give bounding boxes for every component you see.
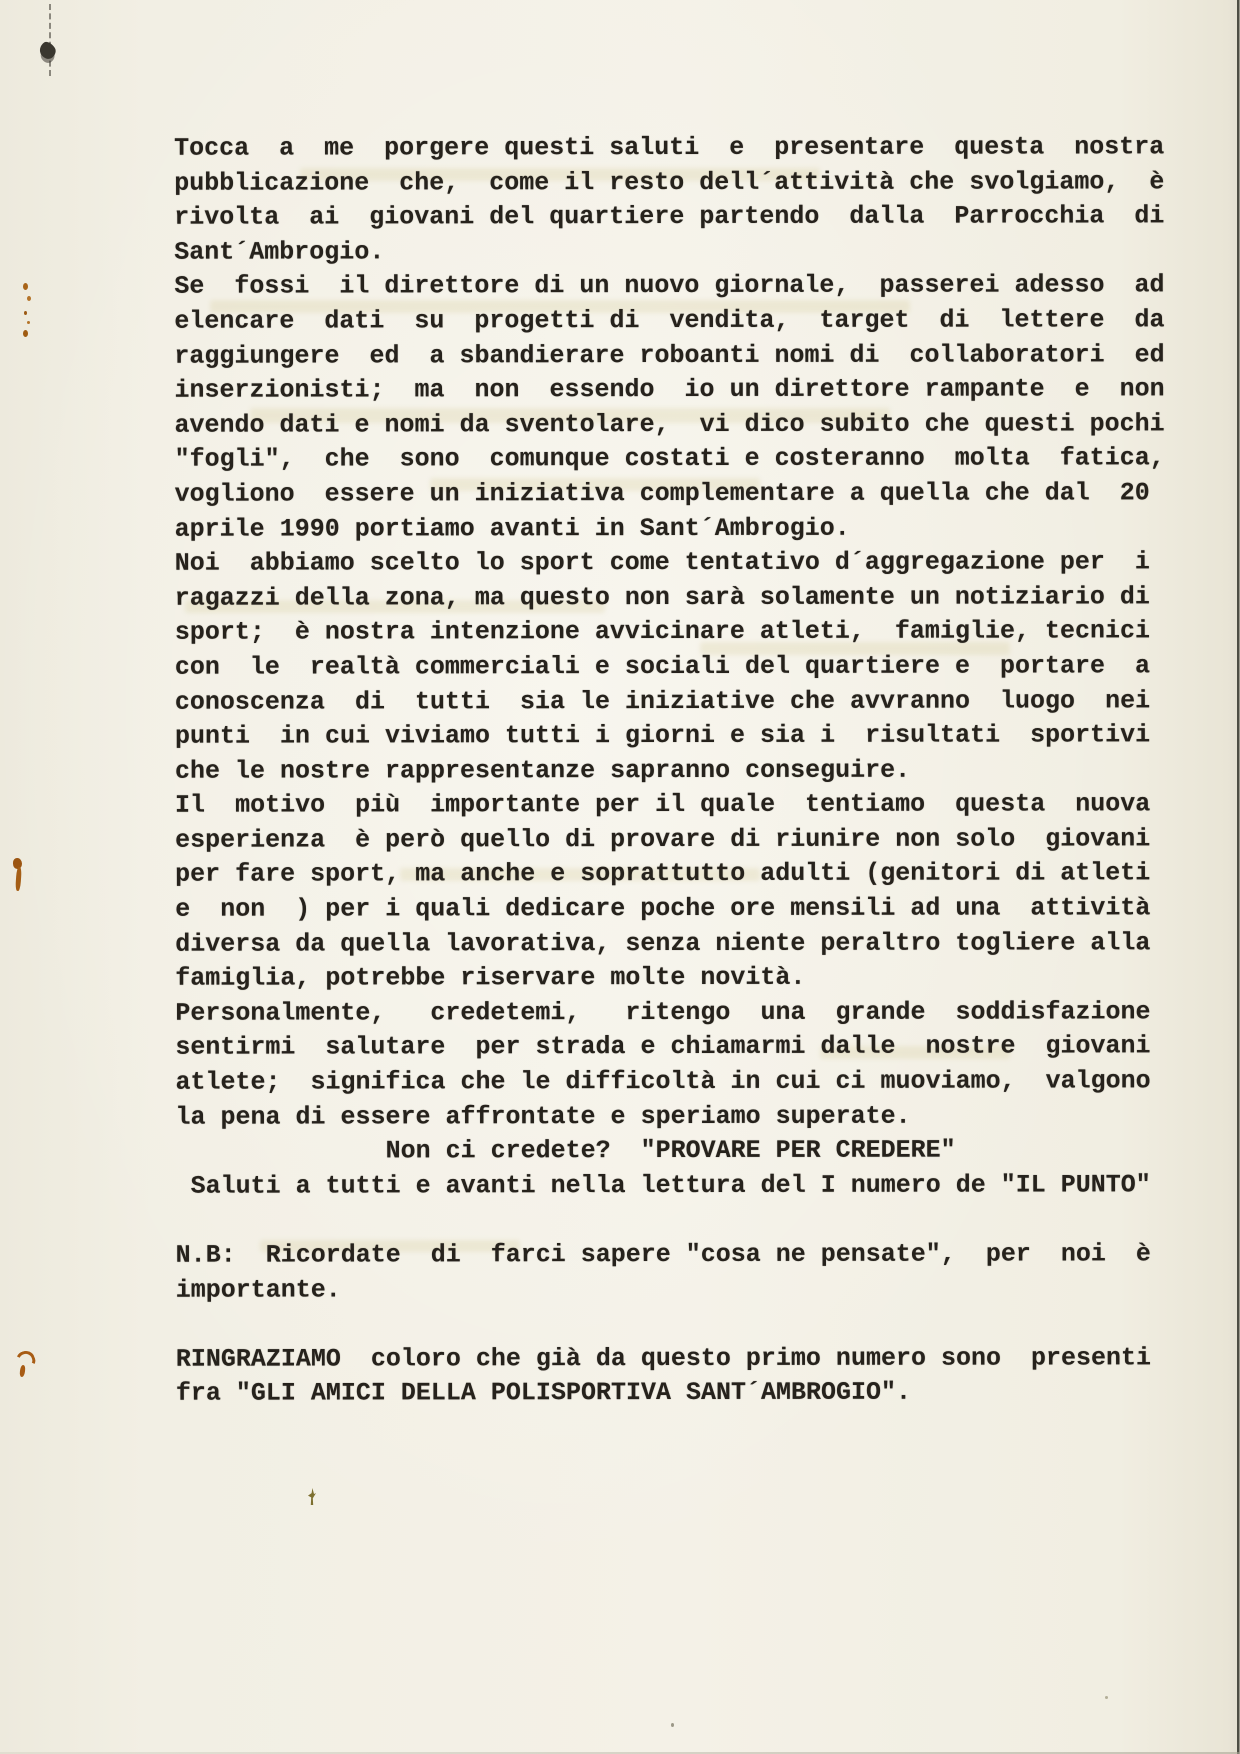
crease-mark bbox=[49, 4, 51, 76]
text-line: ragazzi della zona, ma questo non sarà solamente un notiziario di bbox=[174, 582, 1150, 613]
text-line: Saluti a tutti e avanti nella lettura del I numero de "IL PUNTO" bbox=[175, 1170, 1151, 1201]
text-line: Noi abbiamo scelto lo sport come tentativo d´aggregazione per i bbox=[174, 547, 1150, 578]
text-line: Tocca a me porgere questi saluti e presentare questa nostra bbox=[174, 132, 1165, 163]
text-line bbox=[176, 1203, 1176, 1239]
text-line: Sant´Ambrogio. bbox=[174, 237, 385, 267]
text-line: rivolta ai giovani del quartiere partendo dalla Parrocchia di bbox=[174, 201, 1165, 232]
rust-stain bbox=[15, 867, 22, 891]
text-line: Se fossi il direttore di un nuovo giornale, passerei adesso ad bbox=[174, 270, 1165, 302]
text-line: avendo dati e nomi da sventolare, vi dico subito che questi pochi bbox=[174, 409, 1165, 440]
text-line: Il motivo più importante per il quale tentiamo questa nuova bbox=[175, 789, 1151, 820]
text-line: aprile 1990 portiamo avanti in Sant´Ambrogio. bbox=[174, 513, 850, 544]
rust-stain bbox=[27, 296, 31, 301]
text-line: fra "GLI AMICI DELLA POLISPORTIVA SANT´AMBROGIO". bbox=[175, 1378, 912, 1409]
rust-stain bbox=[23, 330, 28, 337]
text-line: N.B: Ricordate di farci sapere "cosa ne pensate", per noi è bbox=[175, 1239, 1151, 1270]
text-line: inserzionisti; ma non essendo io un direttore rampante e non bbox=[174, 374, 1165, 405]
text-line: pubblicazione che, come il resto dell´attività che svolgiamo, è bbox=[174, 166, 1165, 198]
text-line: la pena di essere affrontate e speriamo superate. bbox=[175, 1101, 911, 1132]
text-line: famiglia, potrebbe riservare molte novità. bbox=[175, 963, 806, 993]
text-line: per fare sport, ma anche e soprattutto adulti (genitori di atleti bbox=[175, 858, 1151, 890]
text-line: sport; è nostra intenzione avvicinare atleti, famiglie, tecnici bbox=[174, 616, 1150, 648]
text-line: RINGRAZIAMO coloro che già da questo primo numero sono presenti bbox=[175, 1343, 1152, 1374]
rust-stain bbox=[24, 311, 27, 315]
text-line: atlete; significa che le difficoltà in cui ci muoviamo, valgono bbox=[175, 1066, 1151, 1097]
text-line: diversa da quella lavorativa, senza niente peraltro togliere alla bbox=[175, 927, 1151, 959]
text-line: Personalmente, credetemi, ritengo una grande soddisfazione bbox=[175, 997, 1151, 1028]
text-line: raggiungere ed a sbandierare roboanti nomi di collaboratori ed bbox=[174, 339, 1165, 371]
paper-speck bbox=[671, 1723, 674, 1727]
text-line: importante. bbox=[175, 1275, 341, 1305]
scan-edge bbox=[1237, 0, 1239, 1754]
rust-stain bbox=[27, 321, 30, 324]
text-line: elencare dati su progetti di vendita, target di lettere da bbox=[174, 305, 1165, 336]
text-line: che le nostre rappresentanze sapranno conseguire. bbox=[174, 755, 911, 786]
text-line: e non ) per i quali dedicare poche ore mensili ad una attività bbox=[175, 893, 1151, 924]
typewritten-text bbox=[174, 130, 1176, 1411]
ink-mark bbox=[36, 39, 58, 62]
text-line: esperienza è però quello di provare di riunire non solo giovani bbox=[175, 824, 1151, 855]
text-line: con le realtà commerciali e sociali del quartiere e portare a bbox=[174, 651, 1151, 682]
rust-stain bbox=[19, 1365, 26, 1378]
rust-stain bbox=[23, 283, 28, 290]
rust-stain bbox=[13, 1348, 37, 1371]
text-line: conoscenza di tutti sia le iniziative che avvranno luogo nei bbox=[174, 685, 1151, 717]
text-line: vogliono essere un iniziativa complementare a quella che dal 20 bbox=[174, 478, 1150, 509]
text-line bbox=[176, 1306, 1176, 1342]
text-line: sentirmi salutare per strada e chiamarmi dalle nostre giovani bbox=[175, 1031, 1151, 1063]
text-line: Non ci credete? "PROVARE PER CREDERE" bbox=[175, 1135, 956, 1166]
text-line: punti in cui viviamo tutti i giorni e sia i risultati sportivi bbox=[174, 720, 1151, 751]
paper-speck bbox=[308, 1488, 316, 1505]
text-line: "fogli", che sono comunque costati e costeranno molta fatica, bbox=[174, 443, 1165, 475]
paper-speck bbox=[1105, 1696, 1108, 1699]
